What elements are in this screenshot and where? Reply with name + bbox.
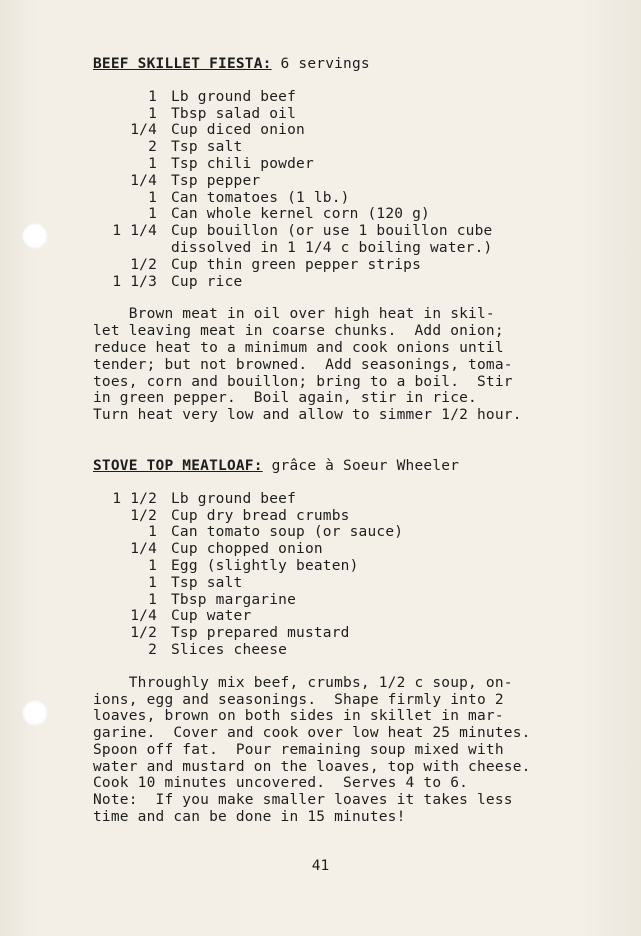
ingredient-qty: 1 [148,574,157,591]
ingredient-row [93,156,593,173]
ingredient-row [93,608,593,625]
ingredient-qty: 1 [148,189,157,206]
ingredient-row [93,491,593,508]
ingredient-item: Can tomatoes (1 lb.) [171,189,350,206]
ingredient-qty: 1 [148,88,157,105]
ingredient-item: Cup rice [171,273,243,290]
ingredient-item: Lb ground beef [171,88,297,105]
ingredient-row [93,89,593,106]
ingredient-row [93,206,593,223]
ingredient-row [93,139,593,156]
ingredient-list [93,491,593,659]
ingredient-list [93,89,593,291]
ingredient-qty: 1 1/3 [112,273,157,290]
recipe-directions: Throughly mix beef, crumbs, 1/2 c soup, on- ions, egg and seasonings. Shape firmly into 2 loaves, brown on both sides in skillet in mar- garine. Cover and cook over low heat 25 minutes. Spoon off fat. Pour remaining soup mixed with water and mustard on the loaves, top with cheese. Cook 10 minutes uncovered. Serves 4 to 6. Note: If you make smaller loaves it takes less time and can be done in 15 minutes! [93,674,531,826]
ingredient-item: Egg (slightly beaten) [171,557,359,574]
ingredient-item: Cup chopped onion [171,541,323,558]
ingredient-qty: 1 [148,155,157,172]
ingredient-item: Can whole kernel corn (120 g) [171,206,430,223]
recipe-stove-top-meatloaf [93,458,593,826]
ingredient-item: Cup diced onion [171,122,305,139]
ingredient-row [93,274,593,291]
ingredient-qty: 1 1/4 [112,223,157,240]
binder-hole-bottom [22,700,48,726]
ingredient-item: Slices cheese [171,641,288,658]
ingredient-row [93,508,593,525]
ingredient-row [93,257,593,274]
ingredient-qty: 1/4 [130,122,157,139]
page-number: 41 [311,858,330,874]
recipe-title: BEEF SKILLET FIESTA: [93,56,272,72]
ingredient-qty: 2 [148,641,157,658]
recipe-servings: 6 servings [271,56,370,72]
ingredient-row [93,642,593,659]
ingredient-qty: 1 1/2 [112,490,157,507]
ingredient-item: Cup bouillon (or use 1 bouillon cube dissolved in 1 1/4 c boiling water.) [171,223,493,256]
ingredient-qty: 1 [148,105,157,122]
ingredient-row [93,541,593,558]
ingredient-row [93,592,593,609]
ingredient-row [93,173,593,190]
ingredient-row [93,223,593,257]
ingredient-row [93,625,593,642]
recipe-credit: grâce à Soeur Wheeler [262,457,460,474]
recipe-heading [93,458,593,475]
ingredient-item: Cup dry bread crumbs [171,507,350,524]
ingredient-item: Cup water [171,608,252,625]
ingredient-qty: 1/4 [130,608,157,625]
ingredient-row [93,190,593,207]
ingredient-item: Tsp salt [171,139,243,156]
recipe-beef-skillet-fiesta [93,56,593,424]
ingredient-qty: 1/2 [130,256,157,273]
binder-hole-top [22,223,48,249]
ingredient-item: Can tomato soup (or sauce) [171,524,404,541]
ingredient-qty: 2 [148,139,157,156]
ingredient-row [93,575,593,592]
ingredient-row [93,106,593,123]
ingredient-row [93,122,593,139]
ingredient-item: Tsp salt [171,574,243,591]
recipe-title: STOVE TOP MEATLOAF: [93,457,263,474]
ingredient-item: Tbsp margarine [171,591,297,608]
recipe-directions: Brown meat in oil over high heat in skil- let leaving meat in coarse chunks. Add onion; reduce heat to a minimum and cook onions until tender; but not browned. Add seasonings, toma- toes, corn and bouillon; bring to a boil. Stir in green pepper. Boil again, stir in rice. Turn heat very low and allow to simmer 1/2 hour. [93,306,522,424]
ingredient-item: Lb ground beef [171,490,297,507]
ingredient-item: Cup thin green pepper strips [171,256,422,273]
ingredient-item: Tsp pepper [171,172,261,189]
ingredient-item: Tsp prepared mustard [171,625,350,642]
ingredient-qty: 1/4 [130,172,157,189]
ingredient-item: Tbsp salad oil [171,105,297,122]
ingredient-item: Tsp chili powder [171,155,314,172]
ingredient-qty: 1 [148,524,157,541]
ingredient-qty: 1/2 [130,625,157,642]
ingredient-qty: 1 [148,591,157,608]
ingredient-row [93,524,593,541]
page-content [93,56,593,826]
recipe-heading [93,56,593,73]
ingredient-qty: 1/4 [130,541,157,558]
ingredient-row [93,558,593,575]
ingredient-qty: 1 [148,557,157,574]
ingredient-qty: 1 [148,206,157,223]
ingredient-qty: 1/2 [130,507,157,524]
